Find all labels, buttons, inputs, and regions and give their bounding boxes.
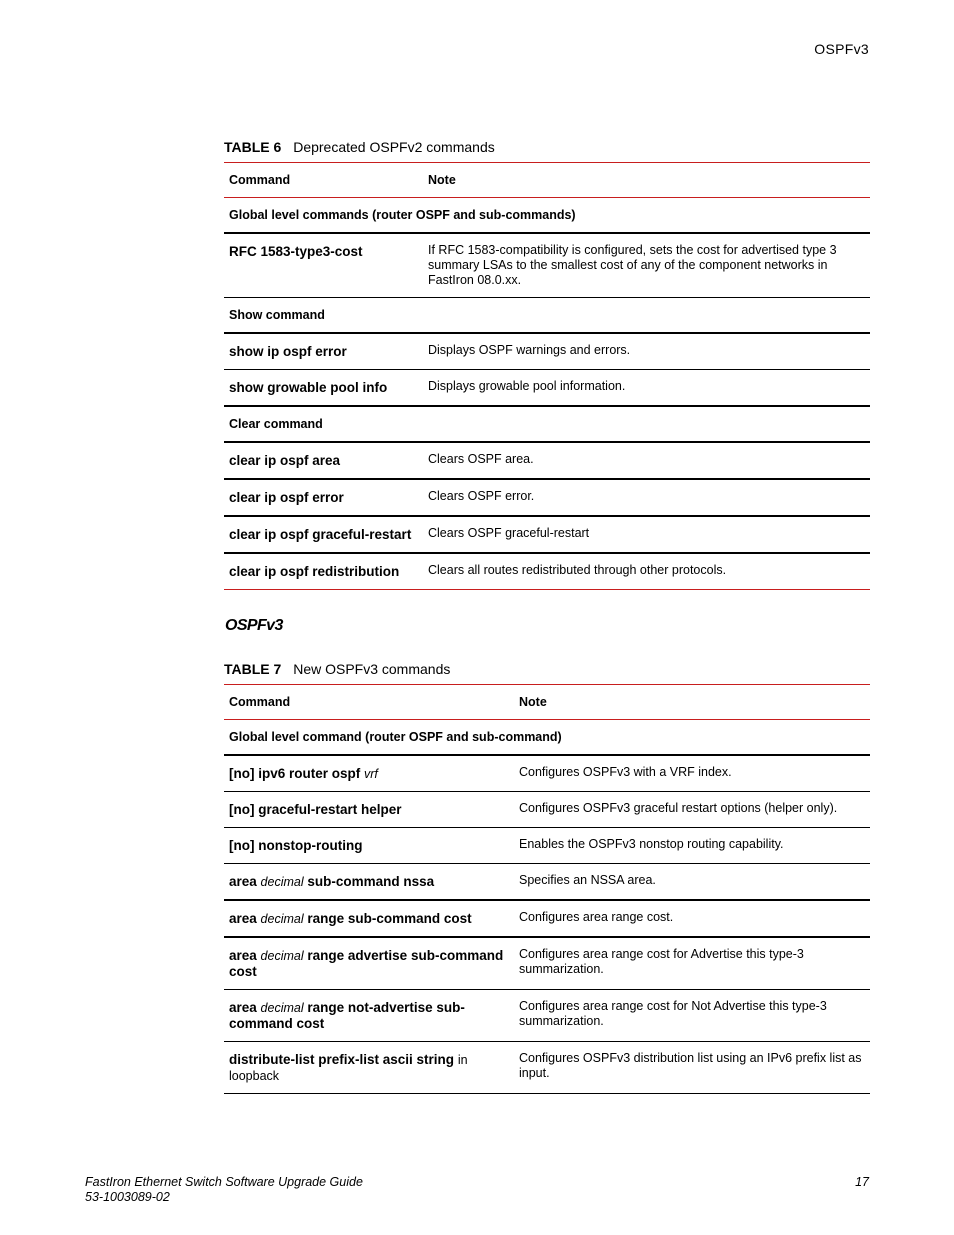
table-row bbox=[224, 1042, 870, 1094]
table6-title: Deprecated OSPFv2 commands bbox=[293, 139, 495, 155]
table7-title: New OSPFv3 commands bbox=[293, 661, 451, 677]
table7 bbox=[224, 684, 870, 1094]
note-cell: Specifies an NSSA area. bbox=[514, 864, 870, 901]
command-variable: decimal bbox=[260, 949, 304, 963]
command-variable: vrf bbox=[364, 767, 378, 781]
command-keyword: area bbox=[229, 1000, 257, 1015]
running-header: OSPFv3 bbox=[814, 41, 869, 57]
table-row bbox=[224, 864, 870, 901]
table6-col-note: Note bbox=[423, 163, 870, 198]
table-row bbox=[224, 333, 870, 370]
command-cell bbox=[224, 864, 514, 901]
table6-group-title: Show command bbox=[224, 298, 870, 334]
page-number: 17 bbox=[855, 1175, 869, 1189]
note-cell: Configures OSPFv3 with a VRF index. bbox=[514, 755, 870, 792]
note-cell: Displays growable pool information. bbox=[423, 370, 870, 407]
note-cell: Clears OSPF error. bbox=[423, 479, 870, 516]
table6-group-title: Clear command bbox=[224, 406, 870, 442]
command-cell: clear ip ospf graceful-restart bbox=[224, 516, 423, 553]
command-cell bbox=[224, 1042, 514, 1094]
section-heading: OSPFv3 bbox=[225, 617, 283, 634]
table7-group-title: Global level command (router OSPF and sub-command) bbox=[224, 720, 870, 756]
command-keyword: area bbox=[229, 948, 257, 963]
table-row bbox=[224, 553, 870, 590]
note-cell: Configures area range cost for Not Advertise this type-3 summarization. bbox=[514, 990, 870, 1042]
table6-group-row bbox=[224, 406, 870, 442]
command-plain-text: in loopback bbox=[229, 1053, 468, 1083]
command-keyword: [no] ipv6 router ospf bbox=[229, 766, 361, 781]
note-cell: Configures area range cost. bbox=[514, 900, 870, 937]
command-cell bbox=[224, 990, 514, 1042]
table6-header-row bbox=[224, 163, 870, 198]
command-keyword: sub-command nssa bbox=[307, 874, 435, 889]
table-row bbox=[224, 755, 870, 792]
table7-caption bbox=[224, 661, 450, 677]
table6 bbox=[224, 162, 870, 590]
note-cell: Displays OSPF warnings and errors. bbox=[423, 333, 870, 370]
note-cell: If RFC 1583-compatibility is configured, sets the cost for advertised type 3 summary LSAs to the smallest cost of any of the component networks in FastIron 08.0.xx. bbox=[423, 233, 870, 298]
note-cell: Enables the OSPFv3 nonstop routing capability. bbox=[514, 828, 870, 864]
command-cell: clear ip ospf error bbox=[224, 479, 423, 516]
command-keyword: range advertise sub-command cost bbox=[229, 948, 504, 979]
command-cell bbox=[224, 900, 514, 937]
command-variable: decimal bbox=[260, 1001, 304, 1015]
table6-group-title: Global level commands (router OSPF and sub-commands) bbox=[224, 198, 870, 234]
table-row bbox=[224, 442, 870, 479]
command-keyword: range not-advertise sub-command cost bbox=[229, 1000, 465, 1031]
command-keyword: area bbox=[229, 874, 257, 889]
command-cell: [no] graceful-restart helper bbox=[224, 792, 514, 828]
note-cell: Clears all routes redistributed through other protocols. bbox=[423, 553, 870, 590]
table6-caption bbox=[224, 139, 495, 155]
table6-group-row bbox=[224, 198, 870, 234]
command-keyword: distribute-list prefix-list ascii string bbox=[229, 1052, 455, 1067]
note-cell: Configures OSPFv3 graceful restart options (helper only). bbox=[514, 792, 870, 828]
command-cell bbox=[224, 937, 514, 990]
table-row bbox=[224, 370, 870, 407]
note-cell: Configures OSPFv3 distribution list using an IPv6 prefix list as input. bbox=[514, 1042, 870, 1094]
command-cell: clear ip ospf area bbox=[224, 442, 423, 479]
table-row bbox=[224, 937, 870, 990]
command-cell: show growable pool info bbox=[224, 370, 423, 407]
command-keyword: area bbox=[229, 911, 257, 926]
table-row bbox=[224, 792, 870, 828]
table-row bbox=[224, 828, 870, 864]
table-row bbox=[224, 900, 870, 937]
note-cell: Clears OSPF graceful-restart bbox=[423, 516, 870, 553]
table-row bbox=[224, 990, 870, 1042]
table6-label: TABLE 6 bbox=[224, 139, 282, 155]
table7-col-note: Note bbox=[514, 685, 870, 720]
table-row bbox=[224, 479, 870, 516]
footer-doc-number: 53-1003089-02 bbox=[85, 1190, 170, 1204]
table6-group-row bbox=[224, 298, 870, 334]
table-row bbox=[224, 233, 870, 298]
footer-title: FastIron Ethernet Switch Software Upgrade Guide bbox=[85, 1175, 363, 1189]
table7-group-row bbox=[224, 720, 870, 756]
command-keyword: range sub-command cost bbox=[307, 911, 472, 926]
note-cell: Clears OSPF area. bbox=[423, 442, 870, 479]
command-cell: [no] nonstop-routing bbox=[224, 828, 514, 864]
command-variable: decimal bbox=[260, 912, 304, 926]
note-cell: Configures area range cost for Advertise this type-3 summarization. bbox=[514, 937, 870, 990]
command-cell bbox=[224, 755, 514, 792]
table7-label: TABLE 7 bbox=[224, 661, 282, 677]
command-cell: show ip ospf error bbox=[224, 333, 423, 370]
command-cell: RFC 1583-type3-cost bbox=[224, 233, 423, 298]
table-row bbox=[224, 516, 870, 553]
command-variable: decimal bbox=[260, 875, 304, 889]
command-cell: clear ip ospf redistribution bbox=[224, 553, 423, 590]
table6-col-command: Command bbox=[224, 163, 423, 198]
table7-header-row bbox=[224, 685, 870, 720]
table7-col-command: Command bbox=[224, 685, 514, 720]
